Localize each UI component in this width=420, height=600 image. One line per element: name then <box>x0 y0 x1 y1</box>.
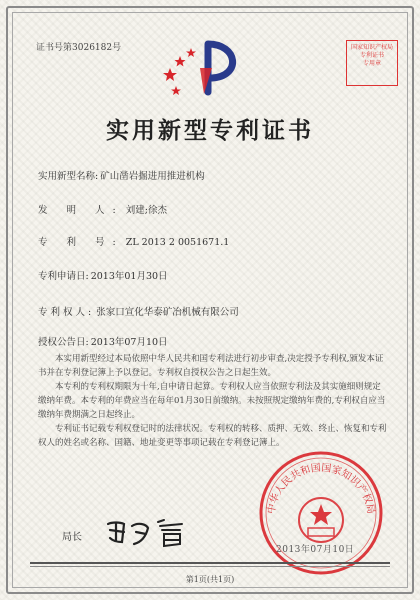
footer-divider <box>30 562 390 564</box>
field-utility-model-name <box>38 168 205 182</box>
body-paragraph: 本实用新型经过本局依照中华人民共和国专利法进行初步审查,决定授予专利权,颁发本证书并在专利登记簿上予以登记。专利权自授权公告之日起生效。 <box>38 354 384 378</box>
stamp-line: 专用章 <box>362 60 381 67</box>
body-paragraph: 本专利的专利权期限为十年,自申请日起算。专利权人应当依照专利法及其实施细则规定缴纳年费。本专利的年费应当在每年01月30日前缴纳。未按照规定缴纳年费的,专利权自应当缴纳年费期满之日起终止。 <box>38 382 386 420</box>
field-label: 授权公告日: <box>38 337 89 348</box>
field-patentee <box>38 304 239 318</box>
footer-divider <box>30 566 390 567</box>
stamp-line: 专利证书 <box>359 52 384 59</box>
field-value: 张家口宣化华泰矿冶机械有限公司 <box>96 307 239 318</box>
signer-title: 局长 <box>62 532 82 543</box>
seal-date: 2013年07月10日 <box>276 545 355 555</box>
field-label: 专利权人: <box>38 307 95 318</box>
field-label: 专利申请日: <box>38 271 89 282</box>
seal-text: 中华人民共和国国家知识产权局 <box>266 462 376 515</box>
certificate-number-label: 证书号第 <box>36 43 73 53</box>
field-patent-number <box>38 234 229 248</box>
certificate-title: 实用新型专利证书 <box>106 117 314 144</box>
official-stamp <box>346 40 398 86</box>
certificate-number-suffix: 号 <box>112 43 122 53</box>
certificate-body <box>38 352 388 450</box>
field-grant-date <box>38 334 168 348</box>
stamp-line: 国家知识产权局 <box>350 44 393 51</box>
field-value: 刘建;徐杰 <box>125 205 167 216</box>
field-label: 发 明 人: <box>38 205 124 216</box>
official-seal <box>256 448 386 578</box>
field-value: ZL 2013 2 0051671.1 <box>125 237 230 248</box>
certificate-number-value: 3026182 <box>72 43 113 53</box>
field-label: 实用新型名称: <box>38 171 99 182</box>
certificate-number <box>36 40 121 53</box>
body-paragraph: 专利证书记载专利权登记时的法律状况。专利权的转移、质押、无效、终止、恢复和专利权人的姓名或名称、国籍、地址变更等事项记载在专利登记簿上。 <box>38 424 387 448</box>
sipo-logo-icon <box>160 38 250 98</box>
signature-image <box>102 512 192 552</box>
field-inventor <box>38 202 167 216</box>
field-label: 专 利 号: <box>38 237 124 248</box>
field-value: 2013年07月10日 <box>90 337 168 348</box>
field-value: 矿山凿岩掘进用推进机构 <box>100 171 205 182</box>
field-application-date <box>38 268 168 282</box>
page-indicator: 第1页(共1页) <box>185 575 235 584</box>
field-value: 2013年01月30日 <box>90 271 168 282</box>
